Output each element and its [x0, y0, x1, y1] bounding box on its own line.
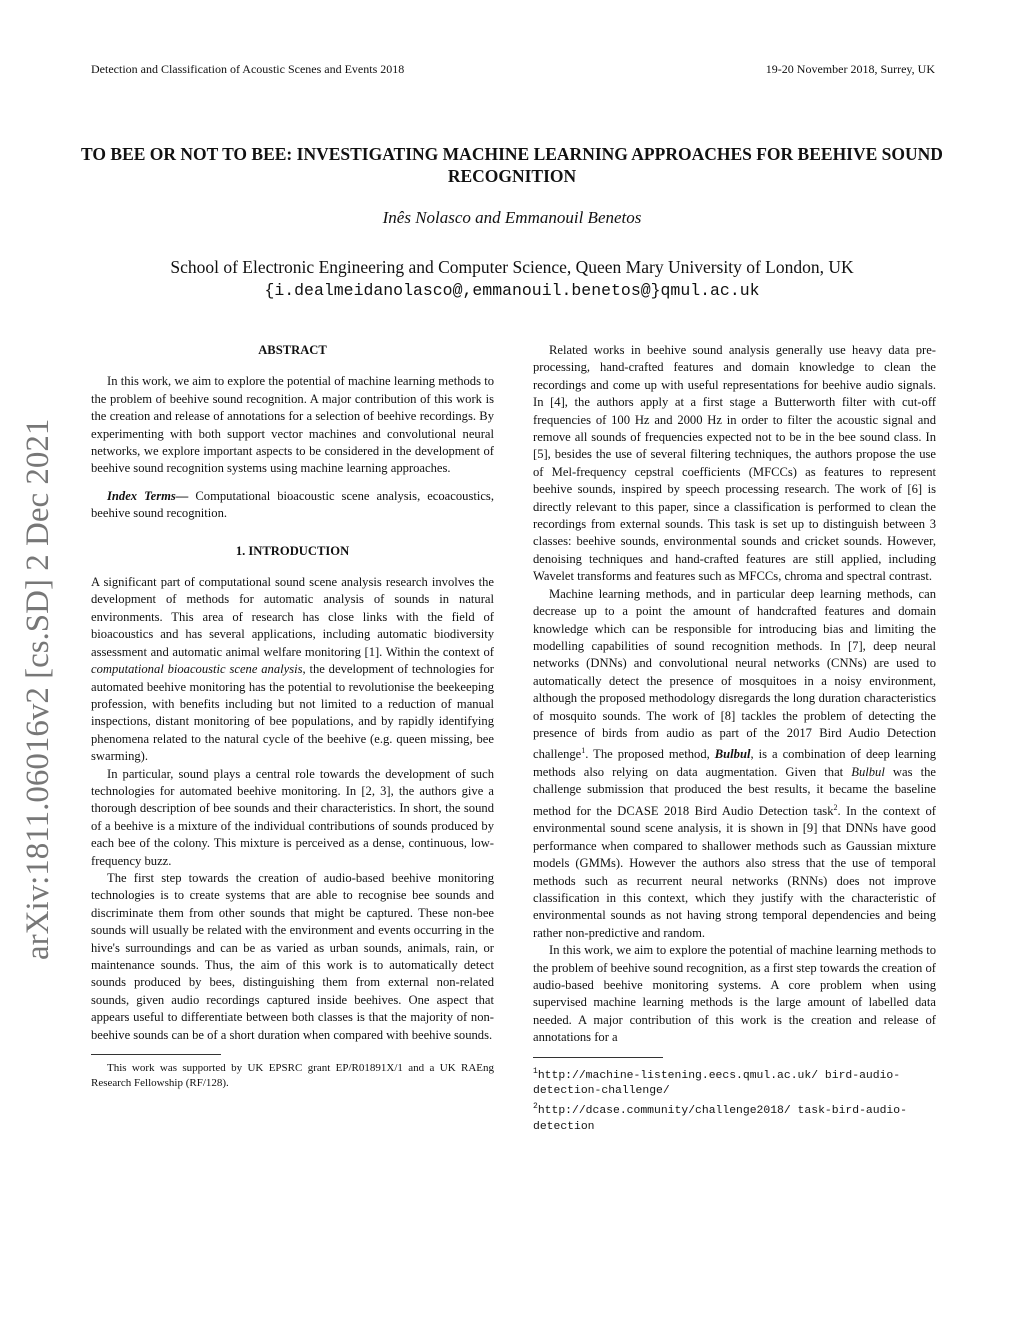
index-terms	[91, 488, 494, 523]
footnote-url[interactable]: http://machine-listening.eecs.qmul.ac.uk/ bird-audio-detection-challenge/	[533, 1069, 901, 1097]
text: . In the context of environmental sound scene analysis, it is shown in [9] that DNNs have good performance when compared to shallower methods such as Gaussian mixture models (GMMs). However the authors also stress that the use of temporal methods such as recurrent neural networks (RNNs) does not improve classification in this context, which they justify with the characteristic of environmental sounds as not having strong temporal dependencies and being rather non-predictive and random.	[533, 803, 936, 940]
intro-heading: 1. INTRODUCTION	[235, 543, 350, 558]
text: A significant part of computational sound scene analysis research involves the development of methods for automatic analysis of sounds in natural environments. This area of research has close links with the field of bioacoustics and has several applications, including automatic biodiversity assessment and automatic animal welfare monitoring [1]. Within the context of	[91, 575, 494, 659]
arxiv-identifier: arXiv:1811.06016v2 [cs.SD] 2 Dec 2021	[20, 418, 56, 960]
emphasis: computational bioacoustic scene analysis	[91, 662, 303, 677]
text: . The proposed method,	[585, 747, 715, 762]
footnote-url[interactable]: http://dcase.community/challenge2018/ task-bird-audio-detection	[533, 1105, 907, 1133]
this-work-paragraph: In this work, we aim to explore the potential of machine learning methods to the problem of beehive sound recognition, as a first step towards the creation of audio-based beehive monitoring systems. A core problem when using supervised machine learning methods is the large amount of labelled data needed. A major contribution of this work is the creation and release of annotations for a	[533, 943, 936, 1045]
paper-title: TO BEE OR NOT TO BEE: INVESTIGATING MACHINE LEARNING APPROACHES FOR BEEHIVE SOUND RECOGNITION	[81, 144, 943, 186]
method-name: Bulbul	[714, 747, 751, 762]
intro-paragraph-2: In particular, sound plays a central role towards the development of such technologies for automated beehive monitoring. In [2, 3], the authors give a thorough description of bee sounds and their characteristics. In short, the sound of a beehive is a mixture of the individual contributions of sounds produced by each bee of the colony. This mixture is perceived as a dense, continuous, low-frequency buzz.	[91, 766, 494, 868]
footnote-rule	[533, 1057, 663, 1058]
intro-paragraph-3: The first step towards the creation of audio-based beehive monitoring technologies is to create systems that are able to recognise bee sounds and discriminate them from other sounds that might be captured. These non-bee sounds will usually be related with the environment and events occurring in the hive's surroundings and can be as varied as urban sounds, animals, rain, or maintenance sounds. Thus, the aim of this work is to automatically detect sounds produced by bees, distinguishing them from external non-related sounds, given audio recordings captured inside beehives. One aspect that appears useful to differentiate between both classes is that the majority of non-beehive sounds can be of a short duration when compared with beehive sounds.	[91, 870, 494, 1042]
index-terms-label: Index Terms—	[107, 488, 189, 503]
index-terms-text: Computational bioacoustic scene analysis, ecoacoustics, beehive sound recognition.	[91, 488, 494, 521]
footnote-1[interactable]	[533, 1064, 936, 1100]
footnote-mark: 1	[533, 1066, 538, 1076]
emails: {i.dealmeidanolasco@,emmanouil.benetos@}qmul.ac.uk	[264, 281, 760, 300]
related-work-paragraph: Related works in beehive sound analysis generally use heavy data pre-processing, hand-crafted features and domain knowledge to clean the recordings and come up with useful representations for beehive audio signals. In [4], the authors apply at a first stage a Butterworth filter with cut-off frequencies of 100 Hz and 2000 Hz in order to filter the acoustic signal and remove all sounds of frequencies expected not to be in the bee sound class. In [5], besides the use of several filtering techniques, the authors propose the use of Mel-frequency cepstral coefficients (MFCCs) as features to represent beehive sounds, inspired by speech processing research. The work of [6] is directly relevant to this paper, since a classification is performed to clean the recordings from external sounds. This task is set up to distinguish between 3 classes: beehive sounds, environmental sounds and cricket sounds. However, denoising techniques and hand-crafted features are still applied, including Wavelet transforms and features such as MFCCs, chroma and spectral contrast.	[533, 343, 936, 584]
intro-paragraph-1	[91, 574, 494, 765]
authors: Inês Nolasco and Emmanouil Benetos	[382, 208, 642, 227]
footnote-mark: 1	[581, 746, 586, 756]
right-column	[533, 342, 936, 1135]
footnote-rule	[91, 1054, 221, 1055]
left-column	[91, 342, 494, 1091]
text: was the challenge submission that produced the best results, it became the baseline method for the DCASE 2018 Bird Audio Detection task	[533, 764, 936, 818]
text: , is a combination of deep learning methods also relying on data augmentation. Given that	[533, 747, 937, 779]
text: , the development of technologies for automated beehive monitoring has the potential to revolutionise the beekeeping profession, with benefits including but not limited to a reduction of manual inspections, distant monitoring of bee populations, and by rapidly identifying phenomena related to the natural cycle of the beehive (e.g. queen missing, bee swarming).	[91, 662, 494, 764]
footnote-2[interactable]	[533, 1099, 936, 1135]
affiliation: School of Electronic Engineering and Computer Science, Queen Mary University of London, UK	[170, 257, 854, 277]
footnote-mark: 2	[833, 802, 838, 812]
method-name: Bulbul	[851, 764, 885, 779]
text: Machine learning methods, and in particular deep learning methods, can decrease up to a point the amount of handcrafted features and domain knowledge which can be responsible for introducing bias and limiting the modelling capabilities of sound recognition methods. In [7], deep neural networks (DNNs) and convolutional neural networks (CNNs) are used to automatically detect the presence of mosquitoes in a noisy environment, although the proposed methodology disregards the long duration characteristics of mosquito sounds. The work of [8] tackles the problem of detecting the presence of birds from audio as part of the 2017 Bird Audio Detection challenge	[533, 586, 936, 762]
running-header-right: 19-20 November 2018, Surrey, UK	[765, 62, 935, 76]
abstract-text: In this work, we aim to explore the potential of machine learning methods to the problem of beehive sound recognition. A major contribution of this work is the creation and release of annotations for a selection of beehive recordings. By experimenting with both support vector machines and convolutional neural networks, we explore important aspects to be considered in the development of beehive sound recognition systems using machine learning approaches.	[91, 374, 494, 476]
running-header-left: Detection and Classification of Acoustic Scenes and Events 2018	[91, 62, 405, 76]
footnote-mark: 2	[533, 1102, 538, 1112]
funding-footnote: This work was supported by UK EPSRC grant EP/R01891X/1 and a UK RAEng Research Fellowship (RF/128).	[91, 1062, 494, 1090]
affiliation-block	[0, 255, 1024, 303]
ml-methods-paragraph	[533, 586, 936, 943]
abstract-heading: ABSTRACT	[258, 343, 327, 357]
